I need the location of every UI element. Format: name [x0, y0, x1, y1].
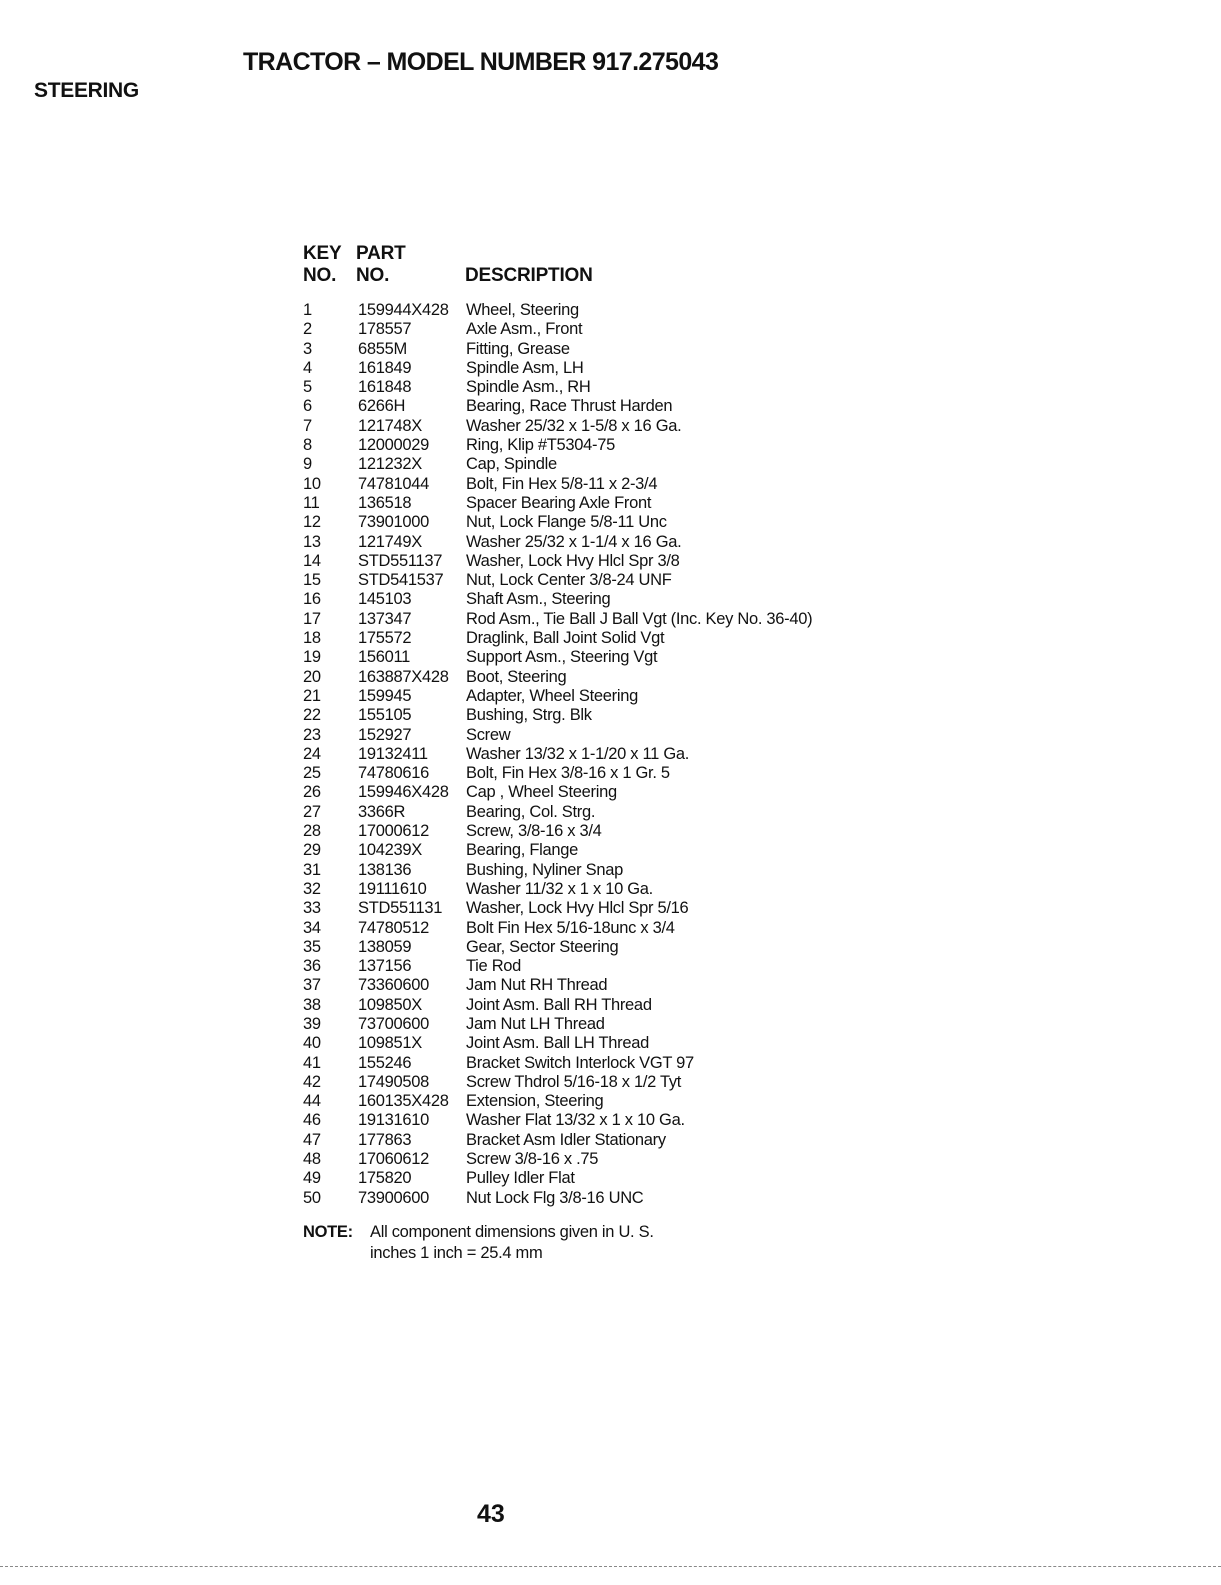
table-row — [0, 938, 1221, 957]
part-no: 160135X428 — [358, 1092, 449, 1111]
part-no: 73900600 — [358, 1188, 430, 1207]
key-no: 11 — [303, 493, 320, 512]
table-row — [0, 320, 1221, 339]
part-description: Bushing, Strg. Blk — [466, 706, 592, 725]
table-row — [0, 610, 1221, 629]
part-description: Extension, Steering — [466, 1092, 604, 1111]
note-line2: inches 1 inch = 25.4 mm — [370, 1244, 543, 1262]
table-row — [0, 513, 1221, 532]
key-header-line1: KEY — [303, 243, 342, 264]
part-no: 109850X — [358, 995, 422, 1014]
part-no: 155246 — [358, 1053, 412, 1072]
part-description: Boot, Steering — [466, 667, 567, 686]
page-title: TRACTOR – MODEL NUMBER 917.275043 — [243, 48, 719, 76]
part-no: 138136 — [358, 860, 412, 879]
part-description: Joint Asm. Ball LH Thread — [466, 1034, 649, 1053]
part-description: Fitting, Grease — [466, 339, 570, 358]
key-no: 48 — [303, 1150, 321, 1169]
table-row — [0, 706, 1221, 725]
part-no: 17060612 — [358, 1150, 430, 1169]
part-description: Bolt, Fin Hex 5/8-11 x 2-3/4 — [466, 474, 658, 493]
part-description: Washer 13/32 x 1-1/20 x 11 Ga. — [466, 744, 690, 763]
section-title: STEERING — [34, 79, 139, 102]
part-description: Bolt Fin Hex 5/16-18unc x 3/4 — [466, 918, 675, 937]
table-row — [0, 494, 1221, 513]
part-no: 159944X428 — [358, 301, 449, 319]
part-description: Screw Thdrol 5/16-18 x 1/2 Tyt — [466, 1072, 682, 1091]
table-row — [0, 976, 1221, 995]
key-no: 7 — [303, 416, 312, 435]
key-no: 47 — [303, 1130, 321, 1149]
key-no: 22 — [303, 706, 321, 725]
key-no: 25 — [303, 764, 321, 783]
key-no: 50 — [303, 1188, 321, 1207]
key-no: 4 — [303, 358, 312, 377]
table-row — [0, 1073, 1221, 1092]
part-description: Bracket Switch Interlock VGT 97 — [466, 1053, 694, 1072]
part-description: Draglink, Ball Joint Solid Vgt — [466, 629, 665, 648]
table-row — [0, 1015, 1221, 1034]
part-no: 74780616 — [358, 764, 430, 783]
key-no: 18 — [303, 629, 321, 648]
table-row — [0, 533, 1221, 552]
key-no: 29 — [303, 841, 321, 860]
part-description: Adapter, Wheel Steering — [466, 686, 638, 705]
table-row — [0, 783, 1221, 802]
part-no: 159946X428 — [358, 783, 449, 802]
table-row — [0, 1111, 1221, 1130]
key-no: 36 — [303, 957, 321, 976]
table-row — [0, 1054, 1221, 1073]
table-row — [0, 687, 1221, 706]
table-row — [0, 1189, 1221, 1208]
part-description: Bracket Asm Idler Stationary — [466, 1130, 666, 1149]
part-description: Bearing, Flange — [466, 841, 578, 860]
table-row — [0, 919, 1221, 938]
part-no: 138059 — [358, 937, 412, 956]
key-no: 14 — [303, 551, 321, 570]
key-no: 46 — [303, 1111, 321, 1130]
part-no: 19131610 — [358, 1111, 430, 1130]
part-description: Tie Rod — [466, 957, 522, 976]
table-row — [0, 1034, 1221, 1053]
table-row — [0, 648, 1221, 667]
table-row — [0, 397, 1221, 416]
key-no: 6 — [303, 397, 312, 416]
table-row — [0, 1150, 1221, 1169]
key-no: 24 — [303, 744, 321, 763]
table-row — [0, 571, 1221, 590]
part-description: Washer Flat 13/32 x 1 x 10 Ga. — [466, 1111, 685, 1130]
part-description: Shaft Asm., Steering — [466, 590, 611, 609]
part-no: STD551137 — [358, 551, 443, 570]
part-no: 121749X — [358, 532, 422, 551]
table-row — [0, 475, 1221, 494]
table-row — [0, 764, 1221, 783]
table-row — [0, 899, 1221, 918]
part-no: 145103 — [358, 590, 412, 609]
table-row — [0, 378, 1221, 397]
key-header-line2: NO. — [303, 265, 337, 286]
part-no: 121232X — [358, 455, 422, 474]
key-no: 40 — [303, 1034, 321, 1053]
key-no: 33 — [303, 899, 321, 918]
part-no: 6855M — [358, 339, 407, 358]
table-row — [0, 880, 1221, 899]
part-description: Bolt, Fin Hex 3/8-16 x 1 Gr. 5 — [466, 764, 670, 783]
key-no: 12 — [303, 513, 321, 532]
key-no: 17 — [303, 609, 321, 628]
table-row — [0, 340, 1221, 359]
table-row — [0, 1092, 1221, 1111]
table-row — [0, 803, 1221, 822]
table-row — [0, 629, 1221, 648]
part-no: 17490508 — [358, 1072, 430, 1091]
description-header: DESCRIPTION — [465, 265, 593, 286]
table-row — [0, 417, 1221, 436]
page-number: 43 — [477, 1500, 505, 1528]
part-no: 17000612 — [358, 822, 430, 841]
table-row — [0, 552, 1221, 571]
part-description: Screw — [466, 725, 511, 744]
part-no: 137347 — [358, 609, 412, 628]
table-row — [0, 726, 1221, 745]
key-no: 39 — [303, 1014, 321, 1033]
part-no: 175820 — [358, 1169, 412, 1188]
part-description: Joint Asm. Ball RH Thread — [466, 995, 652, 1014]
key-no: 2 — [303, 320, 312, 339]
part-description: Spindle Asm., RH — [466, 378, 591, 397]
part-no: 159945 — [358, 686, 412, 705]
table-row — [0, 359, 1221, 378]
part-description: Bearing, Col. Strg. — [466, 802, 596, 821]
part-description: Jam Nut RH Thread — [466, 976, 608, 995]
part-no: 121748X — [358, 416, 422, 435]
key-no: 21 — [303, 686, 321, 705]
key-no: 3 — [303, 339, 312, 358]
part-no: 137156 — [358, 957, 412, 976]
key-no: 26 — [303, 783, 321, 802]
part-no: 161849 — [358, 358, 412, 377]
key-no: 31 — [303, 860, 321, 879]
key-no: 37 — [303, 976, 321, 995]
key-no: 16 — [303, 590, 321, 609]
key-no: 41 — [303, 1053, 321, 1072]
part-description: Nut Lock Flg 3/8-16 UNC — [466, 1188, 644, 1207]
table-row — [0, 590, 1221, 609]
key-no: 10 — [303, 474, 321, 493]
part-description: Bushing, Nyliner Snap — [466, 860, 623, 879]
part-description: Screw, 3/8-16 x 3/4 — [466, 822, 602, 841]
key-no: 5 — [303, 378, 312, 397]
part-description: Spacer Bearing Axle Front — [466, 493, 652, 512]
table-row — [0, 668, 1221, 687]
table-row — [0, 996, 1221, 1015]
part-no: 161848 — [358, 378, 412, 397]
key-no: 38 — [303, 995, 321, 1014]
key-no: 32 — [303, 879, 321, 898]
key-no: 15 — [303, 571, 321, 590]
part-description: Spindle Asm, LH — [466, 358, 584, 377]
part-no: 12000029 — [358, 436, 430, 455]
part-description: Rod Asm., Tie Ball J Ball Vgt (Inc. Key No. 36-40) — [466, 609, 813, 628]
key-no: 35 — [303, 937, 321, 956]
table-row — [0, 455, 1221, 474]
key-no: 8 — [303, 436, 312, 455]
table-row — [0, 841, 1221, 860]
part-description: Washer 25/32 x 1-5/8 x 16 Ga. — [466, 416, 682, 435]
part-description: Bearing, Race Thrust Harden — [466, 397, 673, 416]
key-no: 34 — [303, 918, 321, 937]
table-row — [0, 1169, 1221, 1188]
key-no: 44 — [303, 1092, 321, 1111]
parts-list — [0, 301, 1221, 1208]
part-no: 163887X428 — [358, 667, 449, 686]
note-line1: All component dimensions given in U. S. — [370, 1223, 654, 1241]
part-header-line1: PART — [356, 243, 406, 264]
part-description: Washer 25/32 x 1-1/4 x 16 Ga. — [466, 532, 682, 551]
table-row — [0, 1131, 1221, 1150]
part-no: 109851X — [358, 1034, 422, 1053]
key-no: 20 — [303, 667, 321, 686]
part-no: 19111610 — [358, 879, 427, 898]
part-description: Cap , Wheel Steering — [466, 783, 617, 802]
part-no: 136518 — [358, 493, 412, 512]
table-row — [0, 822, 1221, 841]
part-description: Pulley Idler Flat — [466, 1169, 575, 1188]
part-no: 104239X — [358, 841, 422, 860]
part-no: 177863 — [358, 1130, 412, 1149]
part-description: Nut, Lock Flange 5/8-11 Unc — [466, 513, 667, 532]
part-header-line2: NO. — [356, 265, 390, 286]
key-no: 13 — [303, 532, 321, 551]
part-description: Washer 11/32 x 1 x 10 Ga. — [466, 879, 653, 898]
part-no: 178557 — [358, 320, 412, 339]
part-description: Screw 3/8-16 x .75 — [466, 1150, 599, 1169]
part-no: 175572 — [358, 629, 412, 648]
part-description: Ring, Klip #T5304-75 — [466, 436, 616, 455]
key-no: 23 — [303, 725, 321, 744]
key-no: 49 — [303, 1169, 321, 1188]
part-description: Gear, Sector Steering — [466, 937, 619, 956]
part-description: Axle Asm., Front — [466, 320, 583, 339]
part-no: STD541537 — [358, 571, 444, 590]
table-row — [0, 301, 1221, 320]
part-description: Washer, Lock Hvy Hlcl Spr 3/8 — [466, 551, 680, 570]
part-no: 156011 — [358, 648, 411, 667]
part-description: Wheel, Steering — [466, 301, 579, 319]
table-row — [0, 957, 1221, 976]
key-no: 19 — [303, 648, 321, 667]
part-description: Washer, Lock Hvy Hlcl Spr 5/16 — [466, 899, 689, 918]
note-label: NOTE: — [303, 1223, 353, 1241]
table-row — [0, 745, 1221, 764]
scan-edge-divider — [0, 1566, 1221, 1567]
part-description: Nut, Lock Center 3/8-24 UNF — [466, 571, 672, 590]
key-no: 28 — [303, 822, 321, 841]
part-description: Support Asm., Steering Vgt — [466, 648, 658, 667]
key-no: 1 — [303, 301, 312, 319]
part-description: Jam Nut LH Thread — [466, 1014, 605, 1033]
key-no: 27 — [303, 802, 321, 821]
part-no: 73360600 — [358, 976, 430, 995]
part-no: 155105 — [358, 706, 412, 725]
table-row — [0, 861, 1221, 880]
part-no: 3366R — [358, 802, 406, 821]
part-no: 152927 — [358, 725, 412, 744]
part-no: 73901000 — [358, 513, 430, 532]
key-no: 42 — [303, 1072, 321, 1091]
part-description: Cap, Spindle — [466, 455, 557, 474]
part-no: 74781044 — [358, 474, 430, 493]
table-row — [0, 436, 1221, 455]
part-no: 74780512 — [358, 918, 430, 937]
part-no: 73700600 — [358, 1014, 430, 1033]
part-no: 19132411 — [358, 744, 428, 763]
part-no: 6266H — [358, 397, 406, 416]
key-no: 9 — [303, 455, 312, 474]
part-no: STD551131 — [358, 899, 443, 918]
